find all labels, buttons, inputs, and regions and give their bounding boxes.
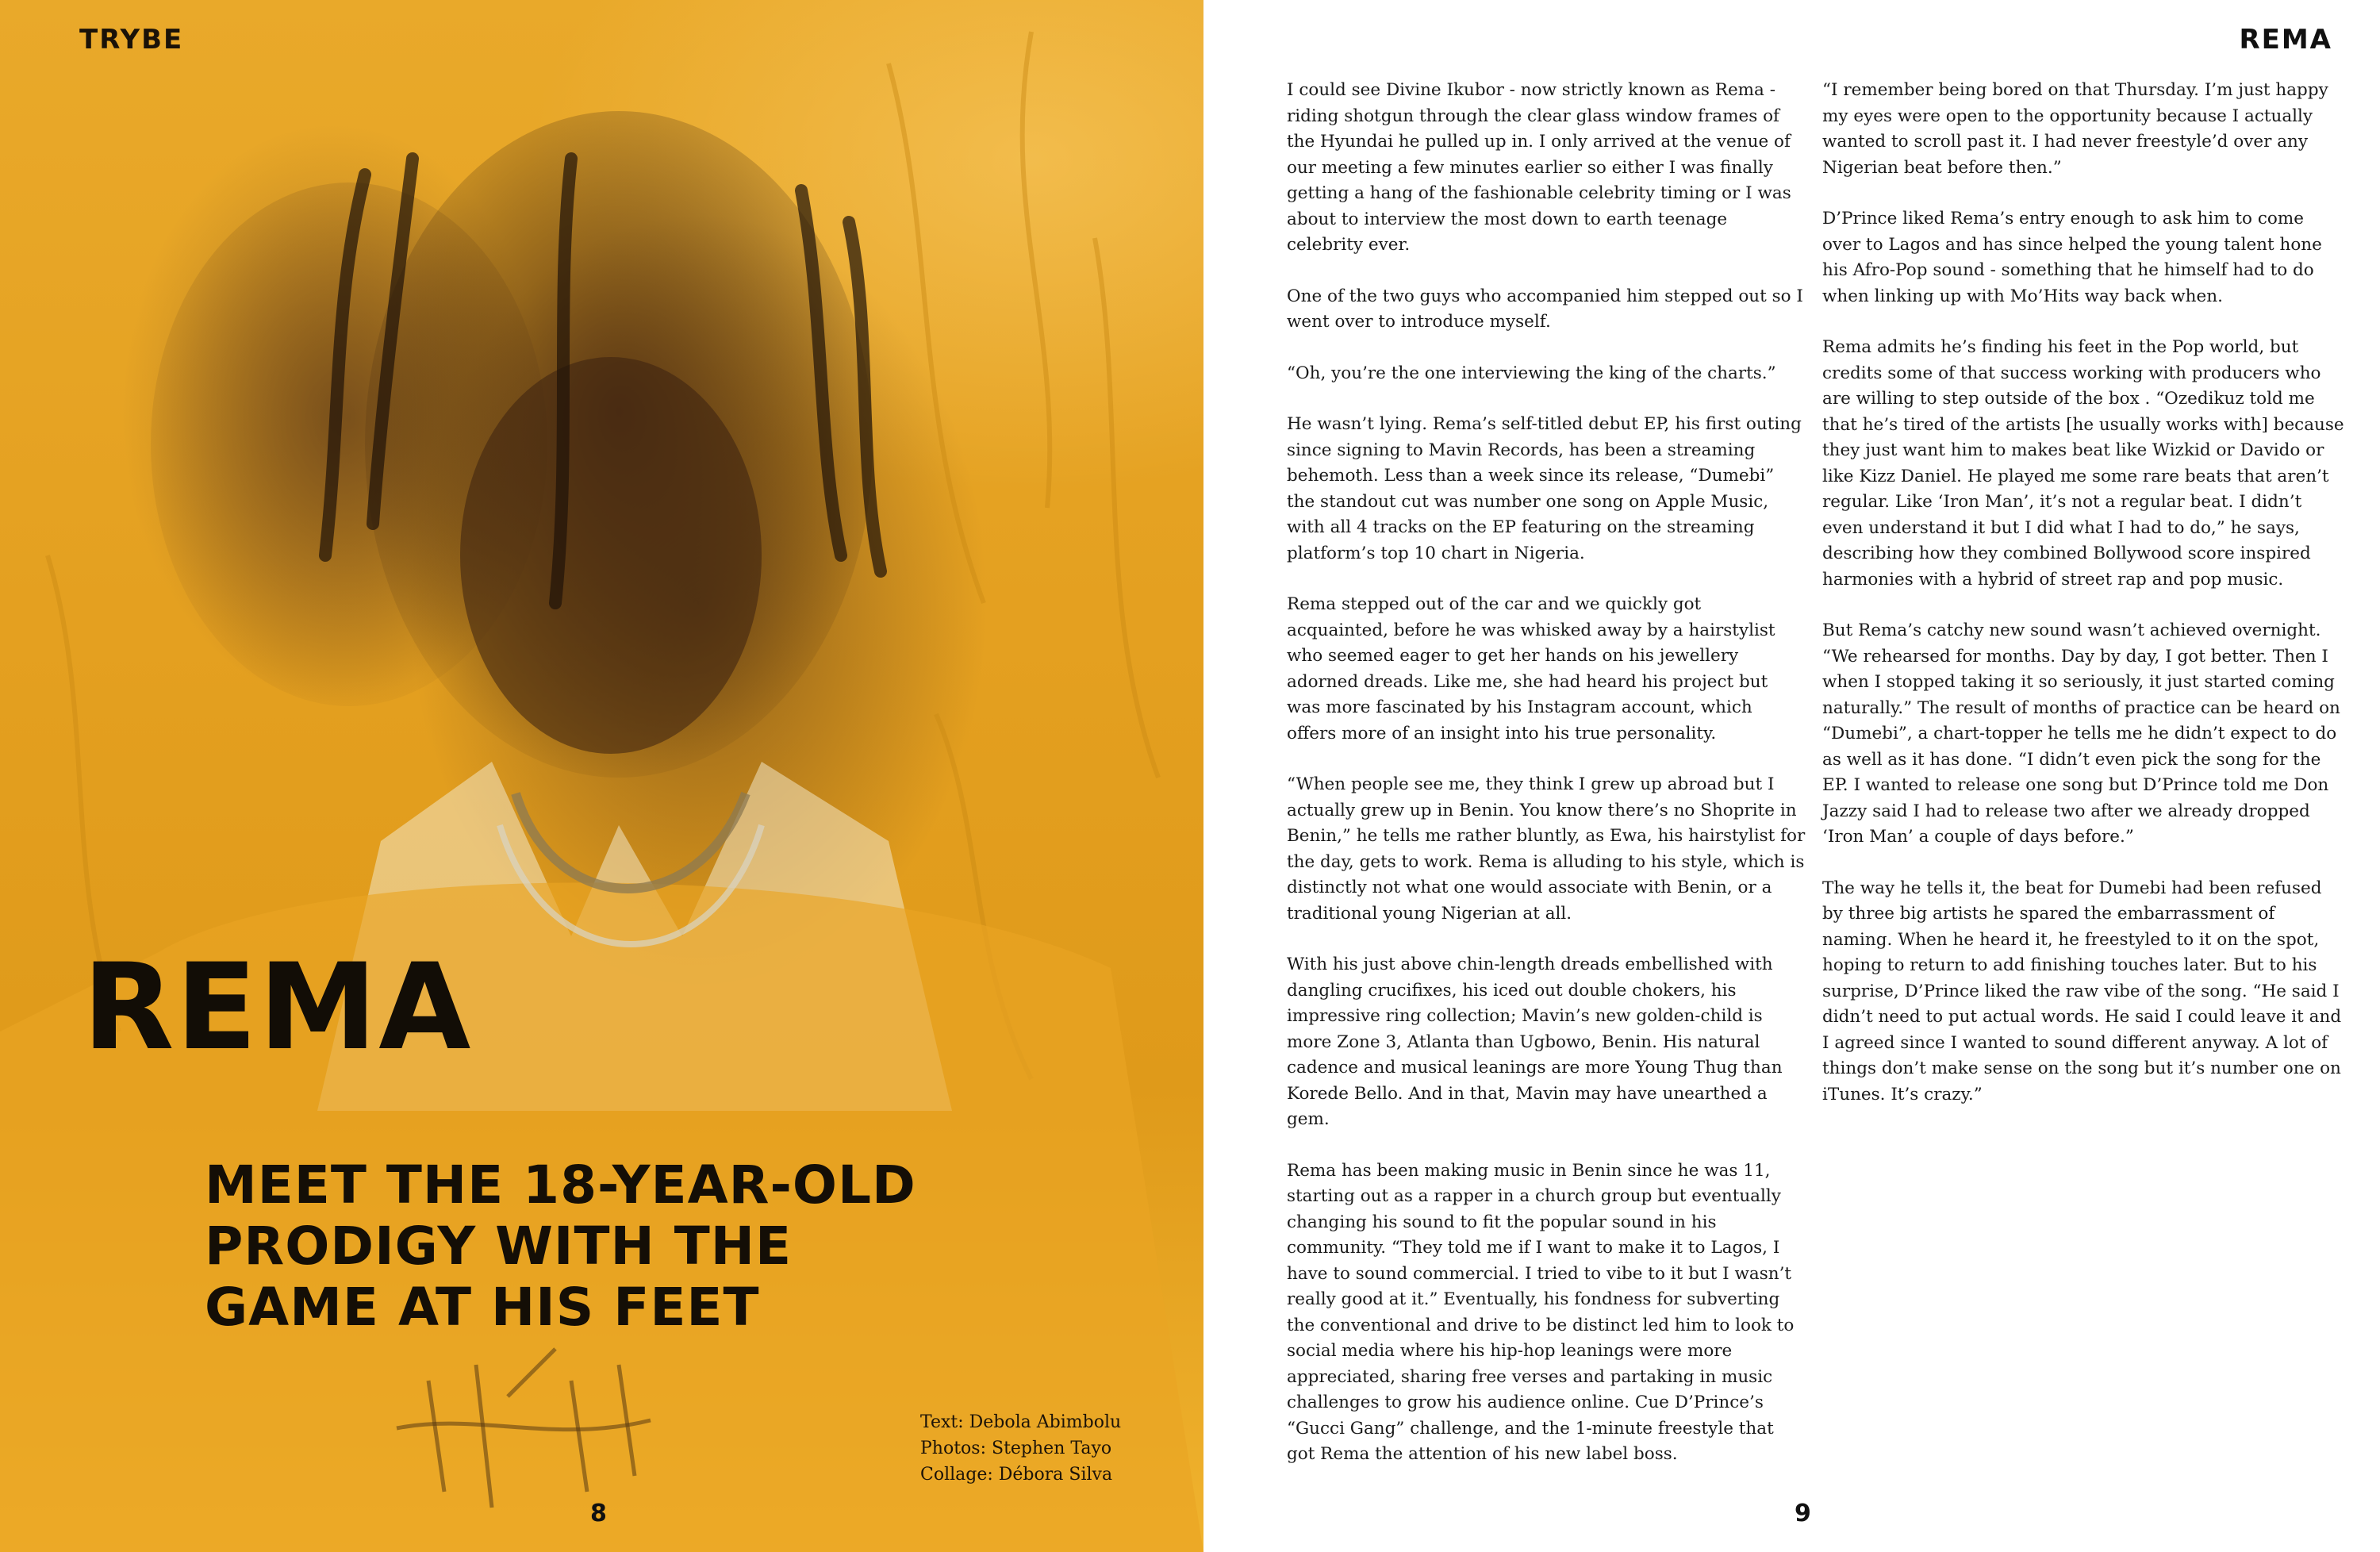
paragraph: But Rema’s catchy new sound wasn’t achieved overnight. “We rehearsed for months. Day by day, I got better. Then I when I stopped taking it so seriously, it just started coming naturally.” The result of months of practice can be heard on “Dumebi”, a chart-topper he tells me he didn’t expect to do as well as it has done. “I didn’t even pick the song for the EP. I wanted to release one song but D’Prince told me Don Jazzy said I had to release two after we already dropped ‘Iron Man’ a couple of days before.” — [1822, 620, 2340, 847]
running-head: TRYBE — [79, 24, 184, 56]
paragraph: I could see Divine Ikubor - now strictly known as Rema - riding shotgun through the clear glass window frames of the Hyundai he pulled up in. I only arrived at the venue of our meeting a few minutes earlier so either I was finally getting a hang of the fashionable celebrity timing or I was about to interview the most down to earth teenage celebrity ever. — [1287, 80, 1791, 255]
paragraph: With his just above chin-length dreads embellished with dangling crucifixes, his iced out double chokers, his impressive ring collection; Mavin’s new golden-child is more Zone 3, Atlanta than Ugbowo, Benin. His natural cadence and musical leanings are more Young Thug than Korede Bello. And in that, Mavin may have unearthed a gem. — [1287, 955, 1783, 1129]
paragraph: Rema stepped out of the car and we quickly got acquainted, before he was whisked away by a hairstylist who seemed eager to get her hands on his jewellery adorned dreads. Like me, she had heard his project but was more fascinated by his Instagram account, which offers more of an insight into his true personality. — [1287, 594, 1775, 743]
credit-collage: Collage: Débora Silva — [920, 1465, 1113, 1485]
credit-photos: Photos: Stephen Tayo — [920, 1439, 1112, 1458]
credits — [920, 1409, 1121, 1488]
paragraph: Rema has been making music in Benin since he was 11, starting out as a rapper in a church group but eventually changing his sound to fit the popular sound in his community. “They told me if I want to make it to Lagos, I have to sound commercial. I tried to vibe to it but I wasn’t really good at it.” Eventually, his fondness for subverting the conventional and drive to be distinct led him to look to social media where his hip-hop leanings were more appreciated, sharing free verses and partaking in music challenges to grow his audience online. Cue D’Prince’s “Gucci Gang” challenge, and the 1-minute freestyle that got Rema the attention of his new label boss. — [1287, 1160, 1795, 1464]
paragraph: “When people see me, they think I grew up abroad but I actually grew up in Benin. You know there’s no Shoprite in Benin,” he tells me rather bluntly, as Ewa, his hairstylist for the day, gets to work. Rema is alluding to his style, which is distinctly not what one would associate with Benin, or a traditional young Nigerian at all. — [1287, 774, 1806, 924]
article-subtitle — [205, 1154, 1173, 1338]
page-number-right: 9 — [1795, 1500, 1811, 1527]
paragraph: One of the two guys who accompanied him stepped out so I went over to introduce myself. — [1287, 286, 1803, 332]
paragraph: “Oh, you’re the one interviewing the king of the charts.” — [1287, 363, 1776, 383]
running-head-right: REMA — [2239, 24, 2332, 56]
paragraph: “I remember being bored on that Thursday. I’m just happy my eyes were open to the opportunity because I actually wanted to scroll past it. I had never freestyle’d over any Nigerian beat before then.” — [1822, 80, 2328, 178]
subtitle-line: MEET THE 18-YEAR-OLD — [205, 1154, 916, 1216]
subtitle-line: GAME AT HIS FEET — [205, 1277, 760, 1338]
subtitle-line: PRODIGY WITH THE — [205, 1216, 793, 1277]
paragraph: The way he tells it, the beat for Dumebi had been refused by three big artists he spared the embarrassment of naming. When he heard it, he freestyled to it on the spot, hoping to return to add finishing touches later. But to his surprise, D’Prince liked the raw vibe of the song. “He said I didn’t need to put actual words. He said I could leave it and I agreed since I wanted to sound different anyway. A lot of things don’t make sense on the song but it’s number one on iTunes. It’s crazy.” — [1822, 878, 2342, 1104]
article-title: REMA — [83, 939, 473, 1077]
article-column-2 — [1822, 78, 2346, 1133]
paragraph: Rema admits he’s finding his feet in the Pop world, but credits some of that success working with producers who are willing to step outside of the box . “Ozedikuz told me that he’s tired of the artists [he usually works with] because they just want him to makes beat like Wizkid or Davido or like Kizz Daniel. He played me some rare beats that aren’t regular. Like ‘Iron Man’, it’s not a regular beat. I didn’t even understand it but I did what I had to do,” he says, describing how they combined Bollywood score inspired harmonies with a hybrid of street rap and pop music. — [1822, 337, 2344, 590]
right-page — [1203, 0, 2380, 1552]
credit-text: Text: Debola Abimbolu — [920, 1412, 1122, 1432]
page-number-left: 8 — [590, 1500, 607, 1527]
article-column-1 — [1287, 78, 1806, 1493]
paragraph: D’Prince liked Rema’s entry enough to ask him to come over to Lagos and has since helped the young talent hone his Afro-Pop sound - something that he himself had to do when linking up with Mo’Hits way back when. — [1822, 209, 2322, 306]
paragraph: He wasn’t lying. Rema’s self-titled debut EP, his first outing since signing to Mavin Records, has been a streaming behemoth. Less than a week since its release, “Dumebi” the standout cut was number one song on Apple Music, with all 4 tracks on the EP featuring on the streaming platform’s top 10 chart in Nigeria. — [1287, 414, 1802, 563]
